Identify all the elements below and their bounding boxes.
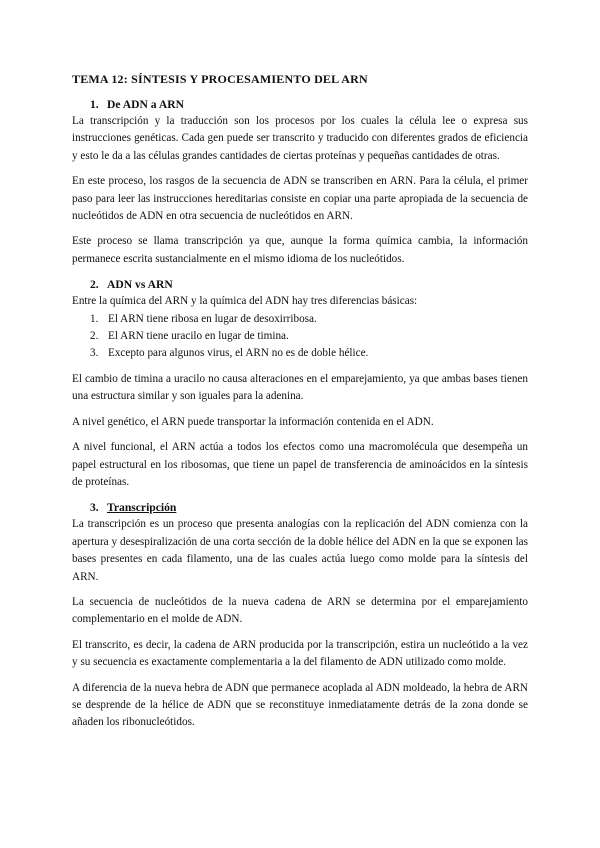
paragraph: La transcripción y la traducción son los procesos por los cuales la célula lee o expresa sus instrucciones genéticas. Cada gen puede ser transcrito y traducido con diferentes grados de eficiencia y esto le da a las células grandes cantidades de ciertas proteínas y pequeñas cantidades de otras. [72,115,528,162]
section-number: 3. [90,501,99,515]
list-number: 1. [90,312,99,325]
list-text: Excepto para algunos virus, el ARN no es de doble hélice. [108,347,369,360]
paragraph: A nivel genético, el ARN puede transportar la información contenida en el ADN. [72,415,434,428]
section-number: 2. [90,278,99,292]
paragraph: El transcrito, es decir, la cadena de ARN producida por la transcripción, estira un nucleótido a la vez y su secuencia es exactamente complementaria a la del filamento de ADN utilizado como molde. [72,638,528,669]
section-title: ADN vs ARN [107,278,173,292]
section-heading-1 [72,96,528,113]
list-number: 2. [90,330,99,343]
section-number: 1. [90,98,99,111]
list-intro: Entre la química del ARN y la química del ADN hay tres diferencias básicas: [72,295,418,308]
paragraph: A nivel funcional, el ARN actúa a todos los efectos como una macromolécula que desempeña un papel estructural en los ribosomas, que tiene un papel de transferencia de aminoácidos en la síntesis de proteínas. [72,441,528,488]
paragraph: El cambio de timina a uracilo no causa alteraciones en el emparejamiento, ya que ambas bases tienen una estructura similar y son iguales para la adenina. [72,372,528,403]
paragraph: En este proceso, los rasgos de la secuencia de ADN se transcriben en ARN. Para la célula, el primer paso para leer las instrucciones hereditarias consiste en copiar una parte apropiada de la secuencia de nucleótidos de ADN en otra secuencia de nucleótidos en ARN. [72,175,528,223]
paragraph: Este proceso se llama transcripción ya que, aunque la forma química cambia, la información permanece escrita sustancialmente en el mismo idioma de los nucleótidos. [72,235,528,265]
paragraph: A diferencia de la nueva hebra de ADN que permanece acoplada al ADN moldeado, la hebra de ARN se desprende de la hélice de ADN que se reconstituye inmediatamente detrás de la zona donde se añaden los ribonucleótidos. [72,681,528,729]
section-title: De ADN a ARN [107,98,184,111]
list-item [72,328,528,345]
paragraph: La transcripción es un proceso que presenta analogías con la replicación del ADN comienza con la apertura y desespiralización de una corta sección de la doble hélice del ADN en la que se exponen las bases presentes en cada filamento, una de las cuales actúa luego como molde para la síntesis del ARN. [72,518,528,583]
section-heading-3 [72,499,528,516]
list-text: El ARN tiene uracilo en lugar de timina. [108,330,289,343]
paragraph: La secuencia de nucleótidos de la nueva cadena de ARN se determina por el emparejamiento complementario en el molde de ADN. [72,595,528,626]
section-heading-2 [72,276,528,293]
section-title: Transcripción [107,501,177,515]
list-item [72,311,528,328]
list-text: El ARN tiene ribosa en lugar de desoxirribosa. [108,312,317,325]
list-item [72,345,528,362]
list-number: 3. [90,347,99,360]
page-title: TEMA 12: SÍNTESIS Y PROCESAMIENTO DEL ARN [72,72,368,86]
differences-list [72,311,528,363]
